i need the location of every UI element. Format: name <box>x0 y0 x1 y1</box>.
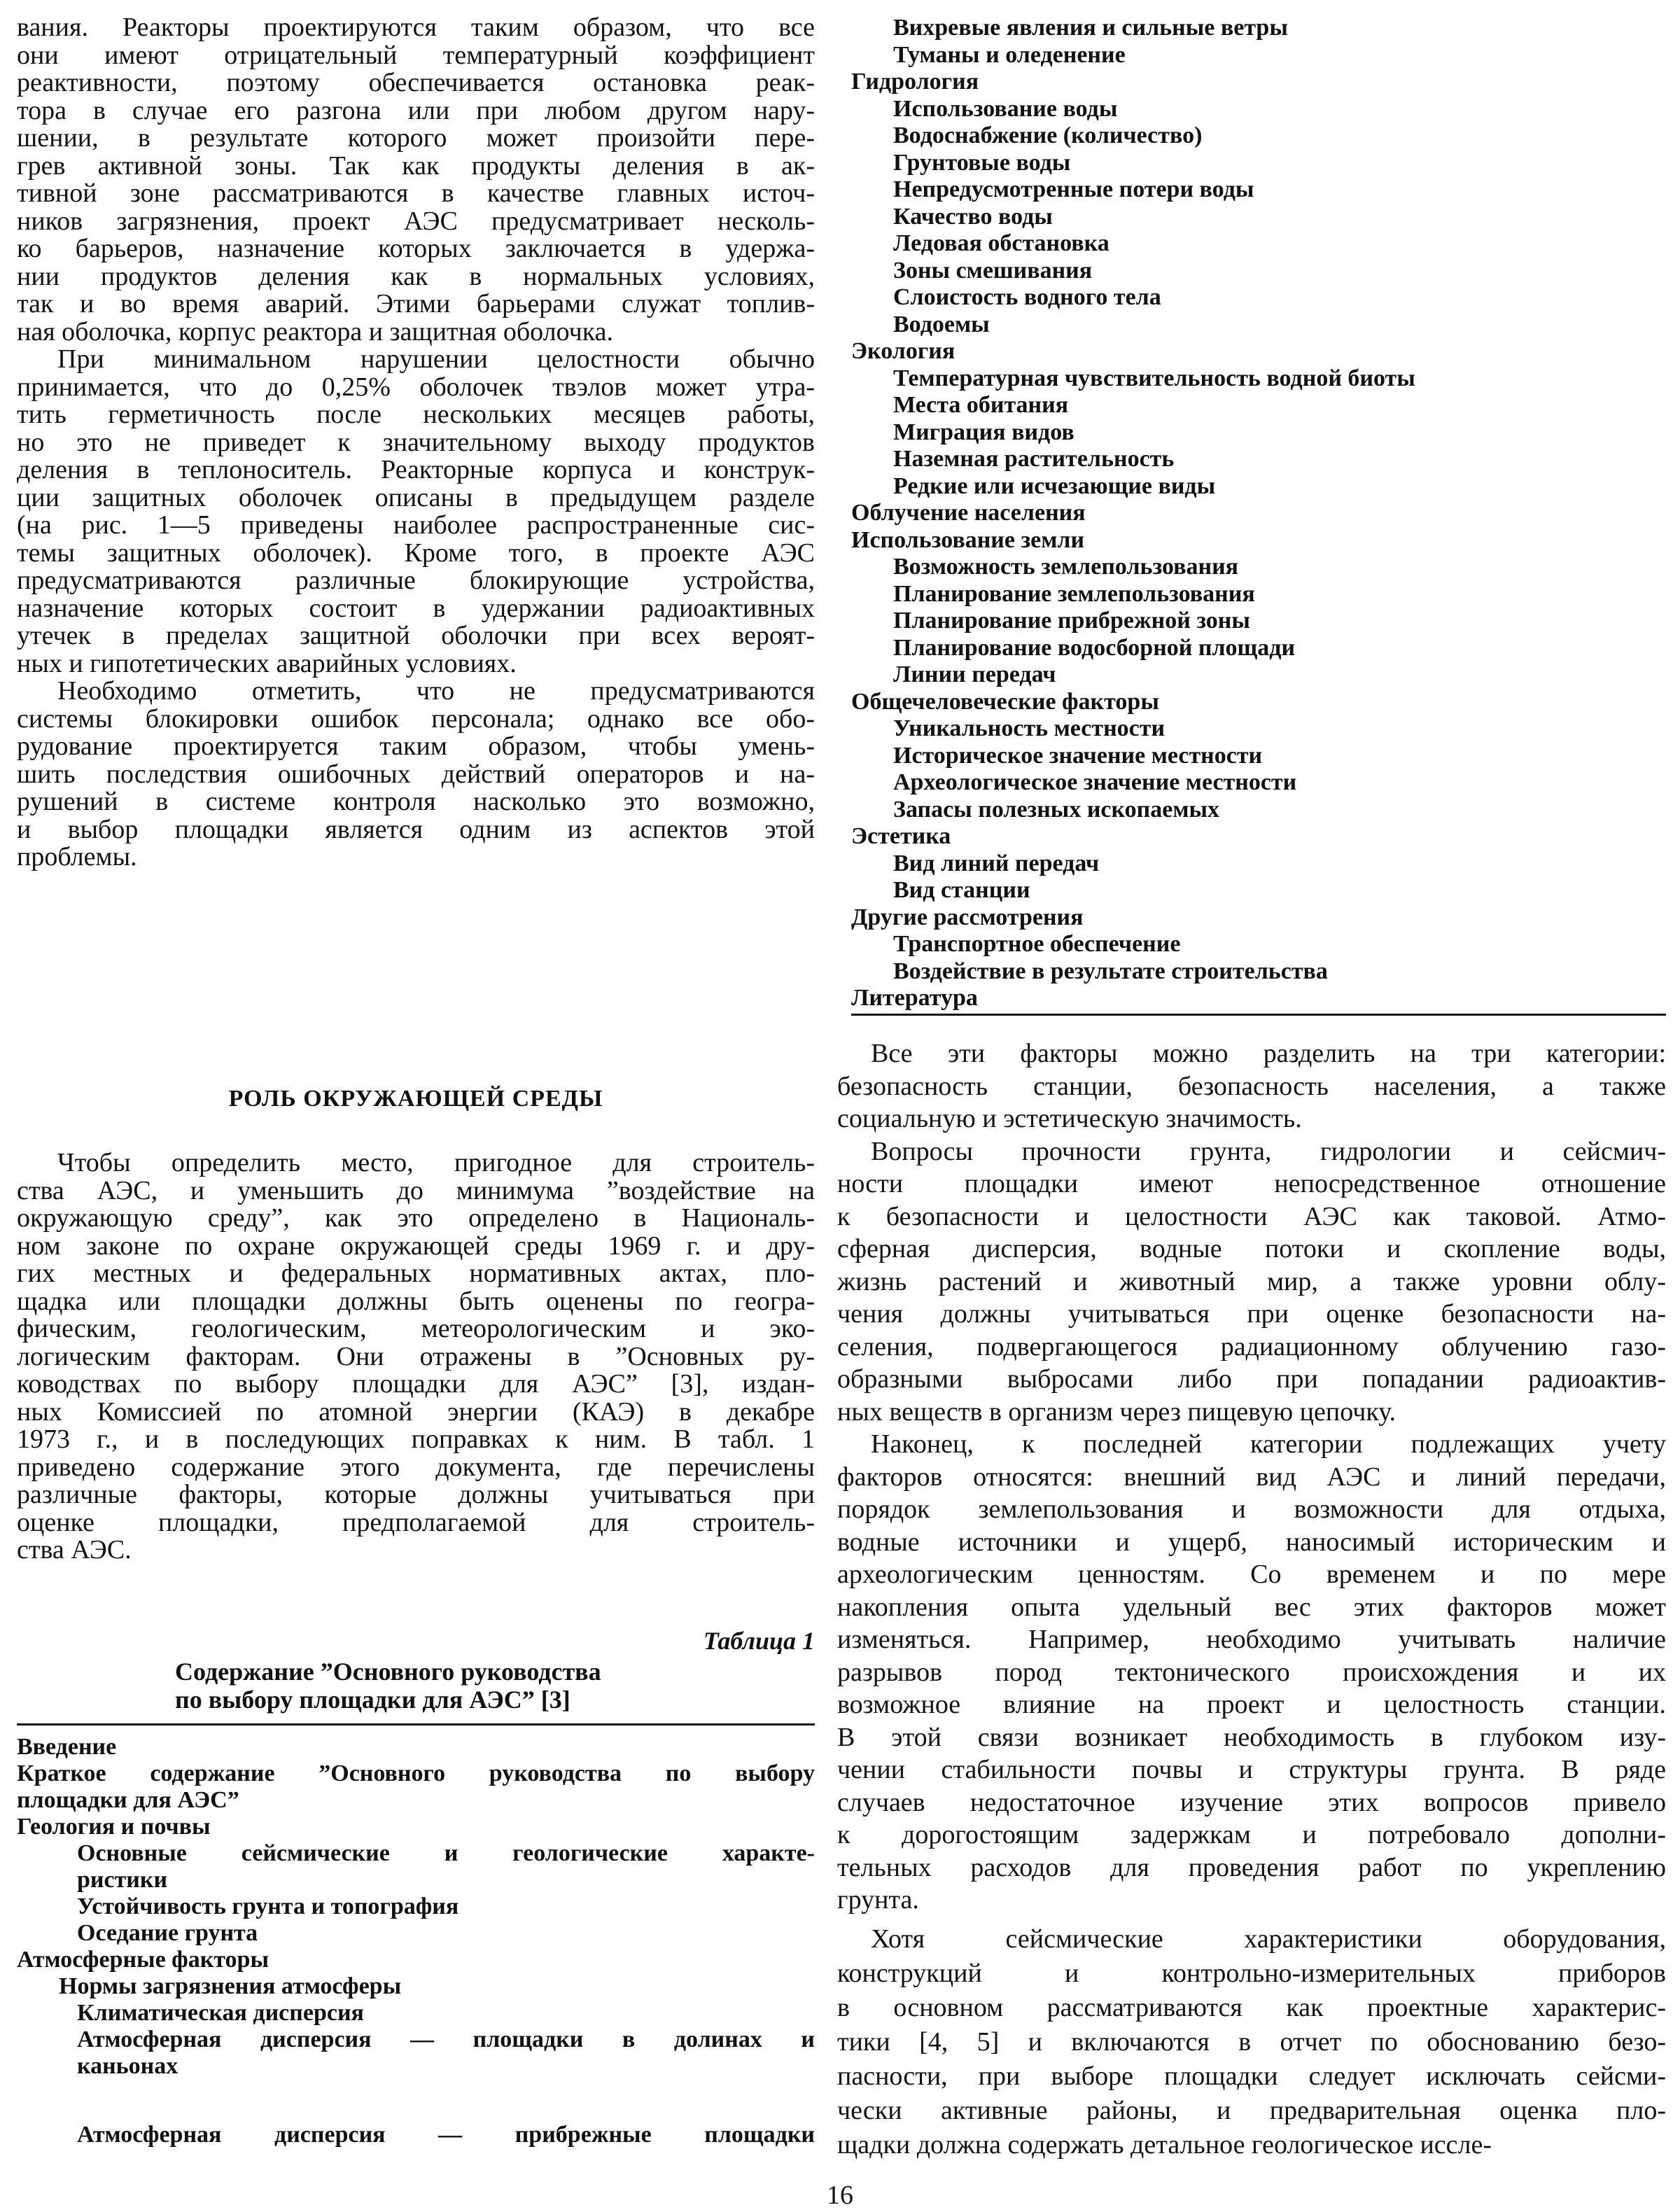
table-list-item: Миграция видов <box>893 419 1074 445</box>
text-line: конструкций и контрольно-измерительных приборов <box>837 1959 1666 1988</box>
text-line: Наконец, к последней категории подлежащих учету <box>871 1429 1666 1459</box>
text-line: тить герметичность после нескольких месяцев работы, <box>17 401 815 429</box>
table-list-item: Планирование водосборной площади <box>893 634 1296 661</box>
text-line: к дорогостоящим задержкам и потребовало дополни- <box>837 1820 1666 1849</box>
text-line: разрывов пород тектонического происхождения и их <box>837 1657 1666 1687</box>
text-line: системы блокировки ошибок персонала; однако все обо- <box>17 705 815 733</box>
table-list-item: Температурная чувствительность водной биоты <box>893 365 1415 391</box>
text-line: логическим факторам. Они отражены в ”Основных ру- <box>17 1343 815 1371</box>
page-number: 16 <box>827 2180 853 2210</box>
text-line: к безопасности и целостности АЭС как таковой. Атмо- <box>837 1201 1666 1231</box>
text-line: ных Комиссией по атомной энергии (КАЭ) в декабре <box>17 1398 815 1426</box>
text-line: утечек в пределах защитной оболочки при всех вероят- <box>17 622 815 650</box>
table-list-item: ристики <box>77 1867 168 1893</box>
text-line: ных и гипотетических аварийных условиях. <box>17 650 517 678</box>
text-line: вания. Реакторы проектируются таким образом, что все <box>17 14 815 42</box>
table-list-item: Места обитания <box>893 392 1069 418</box>
table-list-item: Качество воды <box>893 203 1053 230</box>
text-line: приведено содержание этого документа, где перечислены <box>17 1453 815 1481</box>
text-line: порядок землепользования и возможности для отдыха, <box>837 1494 1666 1524</box>
text-line: ководствах по выбору площадки для АЭС” [3], издан- <box>17 1371 815 1399</box>
table-list-item: Нормы загрязнения атмосферы <box>59 1973 402 1999</box>
text-line: накопления опыта удельный вес этих факторов может <box>837 1592 1666 1622</box>
table-list-item: Оседание грунта <box>77 1920 258 1946</box>
table-list-item: Линии передач <box>893 662 1056 687</box>
table-list-item: Вид линий передач <box>893 850 1100 876</box>
text-line: грев активной зоны. Так как продукты деления в ак- <box>17 152 815 180</box>
right-column-text-2 <box>837 1922 1666 2162</box>
text-line: гих местных и федеральных нормативных актах, пло- <box>17 1260 815 1288</box>
text-line: тора в случае его разгона или при любом другом нару- <box>17 97 815 125</box>
table-section-heading: Общечеловеческие факторы <box>851 688 1159 715</box>
text-line: пасности, при выборе площадки следует исключать сейсми- <box>837 2062 1666 2091</box>
text-line: жизнь растений и животный мир, а также уровни облу- <box>837 1266 1666 1296</box>
table-list-item: Транспортное обеспечение <box>893 931 1181 957</box>
text-line: предусматриваются различные блокирующие устройства, <box>17 567 815 595</box>
table-list-item: Историческое значение местности <box>893 742 1263 769</box>
table-list-item: Наземная растительность <box>893 446 1175 472</box>
text-line: и выбор площадки является одним из аспектов этой <box>17 816 815 844</box>
text-line: нии продуктов деления как в нормальных условиях, <box>17 262 815 290</box>
table-list-item: Археологическое значение местности <box>893 769 1297 795</box>
table-section-heading: Атмосферные факторы <box>17 1947 269 1973</box>
left-column-text-1 <box>17 14 815 872</box>
table-section-heading: Геология и почвы <box>17 1814 211 1840</box>
table-section-heading: площадки для АЭС” <box>17 1787 239 1813</box>
table-section-heading: Использование земли <box>851 526 1085 553</box>
text-line: 1973 г., и в последующих поправках к ним. В табл. 1 <box>17 1426 815 1454</box>
text-line: Необходимо отметить, что не предусматриваются <box>57 678 815 706</box>
text-line: тельных расходов для проведения работ по укреплению <box>837 1852 1666 1882</box>
text-line: принимается, что до 0,25% оболочек твэлов может утра- <box>17 373 815 401</box>
text-line: грунта. <box>837 1885 919 1914</box>
text-line: ников загрязнения, проект АЭС предусматривает несколь- <box>17 207 815 235</box>
text-line: ко барьеров, назначение которых заключается в удержа- <box>17 235 815 263</box>
table-list-item: Планирование прибрежной зоны <box>893 608 1250 634</box>
table-list-item: каньонах <box>77 2053 178 2079</box>
table-section-heading: Краткое содержание ”Основного руководства по выбору <box>17 1760 815 1786</box>
table-section-heading: Экология <box>851 338 955 364</box>
text-line: ная оболочка, корпус реактора и защитная оболочка. <box>17 318 613 346</box>
table-list-item: Водоснабжение (количество) <box>893 122 1203 148</box>
text-line: проблемы. <box>17 844 137 872</box>
text-line: селения, подвергающегося радиационному облучению газо- <box>837 1331 1666 1362</box>
text-line: безопасность станции, безопасность населения, а также <box>837 1071 1666 1101</box>
table-caption-line: по выбору площадки для АЭС” [3] <box>175 1686 570 1714</box>
text-line: Чтобы определить место, пригодное для строитель- <box>57 1149 815 1177</box>
text-line: оценке площадки, предполагаемой для строитель- <box>17 1508 815 1536</box>
table-section-heading: Облучение населения <box>851 500 1086 526</box>
table-list-item: Непредусмотренные потери воды <box>893 176 1254 202</box>
text-line: назначение которых состоит в удержании радиоактивных <box>17 594 815 622</box>
text-line: темы защитных оболочек). Кроме того, в проекте АЭС <box>17 539 815 567</box>
table-caption <box>175 1658 707 1714</box>
table-caption-line: Содержание ”Основного руководства <box>175 1658 601 1686</box>
table-list-item: Вихревые явления и сильные ветры <box>893 15 1288 41</box>
text-line: они имеют отрицательный температурный коэффициент <box>17 41 815 69</box>
text-line: щадка или площадки должны быть оценены по геогра- <box>17 1287 815 1315</box>
table-contents-right <box>851 15 1666 1012</box>
text-line: Хотя сейсмические характеристики оборудования, <box>871 1924 1666 1954</box>
text-line: сферная дисперсия, водные потоки и скопление воды, <box>837 1234 1666 1264</box>
text-line: в основном рассматриваются как проектные характерис- <box>837 1993 1666 2022</box>
text-line: водные источники и ущерб, наносимый историческим и <box>837 1527 1666 1557</box>
text-line: чении стабильности почвы и структуры грунта. В ряде <box>837 1755 1666 1784</box>
table-list-item: Слоистость водного тела <box>893 284 1161 310</box>
section-heading: РОЛЬ ОКРУЖАЮЩЕЙ СРЕДЫ <box>228 1086 603 1112</box>
table-list-item: Редкие или исчезающие виды <box>893 472 1216 499</box>
text-line: ства АЭС. <box>17 1536 132 1564</box>
table-list-item: Туманы и оледенение <box>893 41 1126 68</box>
table-list-item: Атмосферная дисперсия — прибрежные площадки <box>77 2122 815 2148</box>
table-list-item: Уникальность местности <box>893 715 1166 741</box>
table-list-item: Ледовая обстановка <box>893 230 1110 256</box>
table-section-heading: Другие рассмотрения <box>851 904 1084 930</box>
text-line: изменяться. Например, необходимо учитывать наличие <box>837 1625 1666 1654</box>
text-line: щадки должна содержать детальное геологическое иссле- <box>837 2130 1492 2160</box>
table-list-item: Возможность землепользования <box>893 554 1239 580</box>
table-section-heading: Эстетика <box>851 823 951 849</box>
table-label: Таблица 1 <box>703 1627 815 1655</box>
text-line: Все эти факторы можно разделить на три категории: <box>871 1039 1666 1068</box>
table-list-item: Запасы полезных ископаемых <box>893 796 1220 822</box>
text-line: факторов относятся: внешний вид АЭС и линий передачи, <box>837 1462 1666 1492</box>
table-list-item: Грунтовые воды <box>893 149 1071 176</box>
text-line: чески активные районы, и предварительная оценка пло- <box>837 2096 1666 2125</box>
text-line: фическим, геологическим, метеорологическим и эко- <box>17 1315 815 1343</box>
text-line: археологическим ценностям. Со временем и по мере <box>837 1560 1666 1589</box>
table-list-item: Зоны смешивания <box>893 257 1093 284</box>
text-line: ства АЭС, и уменьшить до минимума ”воздействие на <box>17 1177 815 1205</box>
right-column-text-1 <box>837 1037 1666 1917</box>
text-line: чения должны учитываться при оценке безопасности на- <box>837 1299 1666 1329</box>
text-line: ных веществ в организм через пищевую цепочку. <box>837 1396 1396 1427</box>
text-line: социальную и эстетическую значимость. <box>837 1104 1302 1133</box>
table-list-item: Атмосферная дисперсия — площадки в долинах и <box>77 2026 815 2052</box>
text-line: (на рис. 1—5 приведены наиболее распространенные сис- <box>17 512 815 540</box>
text-line: образными выбросами либо при попадании радиоактив- <box>837 1364 1666 1394</box>
text-line: рушений в системе контроля насколько это возможно, <box>17 788 815 816</box>
text-line: деления в теплоноситель. Реакторные корпуса и конструк- <box>17 456 815 484</box>
text-line: тивной зоне рассматриваются в качестве главных источ- <box>17 180 815 208</box>
table-list-item: Водоемы <box>893 311 990 337</box>
text-line: При минимальном нарушении целостности обычно <box>57 346 815 374</box>
text-line: случаев недостаточное изучение этих вопросов привело <box>837 1787 1666 1817</box>
left-column-text-2 <box>17 1149 815 1564</box>
text-line: но это не приведет к значительному выходу продуктов <box>17 428 815 456</box>
table-bottom-rule <box>851 1014 1666 1016</box>
text-line: возможное влияние на проект и целостность станции. <box>837 1690 1666 1719</box>
table-list-item: Вид станции <box>893 877 1030 903</box>
text-line: Вопросы прочности грунта, гидрологии и сейсмич- <box>871 1136 1666 1166</box>
table-top-rule <box>17 1723 815 1726</box>
table-section-heading: Введение <box>17 1734 117 1760</box>
table-list-item: Использование воды <box>893 95 1118 122</box>
table-section-heading: Гидрология <box>851 69 979 94</box>
text-line: реактивности, поэтому обеспечивается остановка реак- <box>17 69 815 97</box>
text-line: ции защитных оболочек описаны в предыдущем разделе <box>17 484 815 512</box>
text-line: ности площадки имеют непосредственное отношение <box>837 1169 1666 1198</box>
text-line: рудование проектируется таким образом, чтобы умень- <box>17 733 815 761</box>
table-list-item: Климатическая дисперсия <box>77 2000 364 2026</box>
text-line: окружающую среду”, как это определено в Националь- <box>17 1205 815 1233</box>
text-line: тики [4, 5] и включаются в отчет по обоснованию безо- <box>837 2027 1666 2057</box>
text-line: В этой связи возникает необходимость в глубоком изу- <box>837 1722 1666 1752</box>
table-list-item: Планирование землепользования <box>893 580 1255 607</box>
text-line: шении, в результате которого может произойти пере- <box>17 125 815 153</box>
table-list-item: Устойчивость грунта и топография <box>77 1893 459 1919</box>
table-contents-left <box>17 1734 815 2148</box>
table-section-heading: Литература <box>851 985 978 1011</box>
text-line: различные факторы, которые должны учитываться при <box>17 1481 815 1509</box>
table-list-item: Основные сейсмические и геологические характе- <box>77 1840 815 1866</box>
text-line: шить последствия ошибочных действий операторов и на- <box>17 760 815 788</box>
text-line: так и во время аварий. Этими барьерами служат топлив- <box>17 290 815 318</box>
table-list-item: Воздействие в результате строительства <box>893 958 1328 984</box>
text-line: ном законе по охране окружающей среды 1969 г. и дру- <box>17 1232 815 1260</box>
